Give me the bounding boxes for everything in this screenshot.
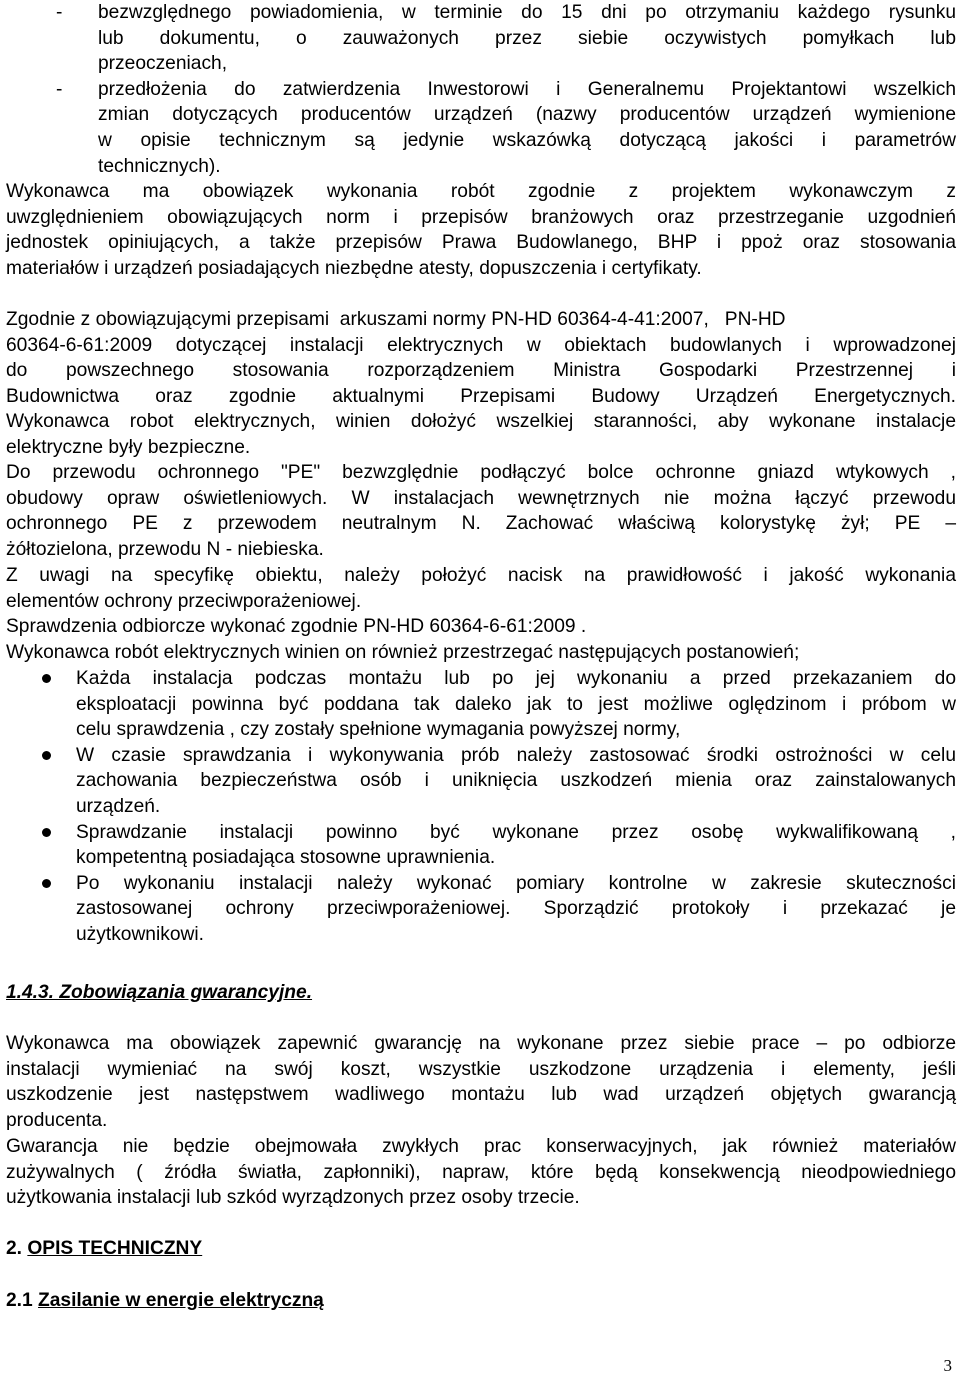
text-line: przedłożenia do zatwierdzenia Inwestorowi i Generalnemu Projektantowi wszelkich <box>98 78 956 100</box>
bullet-marker <box>42 674 51 683</box>
text-line: elektryczne były bezpieczne. <box>6 436 251 458</box>
text-line: w opisie technicznym są jedynie wskazówką dotyczącą jakości i parametrów <box>98 129 956 151</box>
text-line: Wykonawca robot elektrycznych, winien dołożyć wszelkiej staranności, aby wykonane instalacje <box>6 411 956 432</box>
text-line: instalacji wymieniać na swój koszt, wszystkie uszkodzone urządzenia i elementy, jeśli <box>6 1058 956 1080</box>
text-line: materiałów i urządzeń posiadających niezbędne atesty, dopuszczenia i certyfikaty. <box>6 257 702 279</box>
text-line: eksploatacji powinna być poddana tak daleko jak to jest możliwe oględzinom i próbom w <box>76 693 956 715</box>
bullet-list <box>6 666 956 948</box>
text-line: użytkowania instalacji lub szkód wyrządzonych przez osoby trzecie. <box>6 1187 580 1209</box>
text-line: obudowy opraw oświetleniowych. W instalacjach wewnętrznych nie można łączyć przewodu <box>6 487 956 509</box>
paragraph <box>6 614 956 640</box>
heading-line <box>6 1288 956 1314</box>
dash-list <box>6 0 956 179</box>
paragraph <box>6 640 956 666</box>
text-line: jednostek opiniujących, a także przepisów Prawa Budowlanego, BHP i ppoż oraz stosowania <box>6 232 956 254</box>
text-line: Do przewodu ochronnego "PE" bezwzględnie podłączyć bolce ochronne gniazd wtykowych , <box>6 462 956 483</box>
text-line: Wykonawca ma obowiązek zapewnić gwarancję na wykonane przez siebie prace – po odbiorze <box>6 1033 956 1054</box>
bullet-item <box>6 743 956 820</box>
heading-text: Zasilanie w energie elektryczną <box>38 1290 324 1311</box>
bullet-item <box>6 820 956 871</box>
heading-text: OPIS TECHNICZNY <box>27 1238 203 1259</box>
text-line: Gwarancja nie będzie obejmowała zwykłych prac konserwacyjnych, jak również materiałów <box>6 1136 956 1157</box>
text-line: lub dokumentu, o zauważonych przez siebie oczywistych pomyłkach lub <box>98 27 956 49</box>
paragraph <box>6 179 956 281</box>
text-line: żółtozielona, przewodu N - niebieska. <box>6 538 324 560</box>
text-line: Z uwagi na specyfikę obiektu, należy położyć nacisk na prawidłowość i jakość wykonania <box>6 565 956 586</box>
paragraph <box>6 307 956 409</box>
text-line: Zgodnie z obowiązującymi przepisami arkuszami normy PN-HD 60364-4-41:2007, PN-HD <box>6 309 786 330</box>
text-line: do powszechnego stosowania rozporządzeniem Ministra Gospodarki Przestrzennej i <box>6 360 956 382</box>
text-line: zastosowanej ochrony przeciwporażeniowej. Sporządzić protokoły i przekazać je <box>76 898 956 920</box>
text-line: ochronnego PE z przewodem neutralnym N. Zachować właściwą kolorystykę żył; PE – <box>6 513 956 535</box>
dash-marker: - <box>56 2 63 23</box>
bullet-marker <box>42 828 51 837</box>
text-line: 60364-6-61:2009 dotyczącej instalacji elektrycznych w obiektach budowlanych i wprowadzonej <box>6 334 956 356</box>
chapter-heading <box>6 1236 956 1262</box>
text-line: celu sprawdzenia , czy zostały spełnione wymagania powyższej normy, <box>76 719 681 741</box>
bullet-marker <box>42 879 51 888</box>
text-line: zużywalnych ( źródła światła, zapłonniki), napraw, które będą konsekwencją nieodpowiedniego <box>6 1161 956 1183</box>
text-line: Sprawdzenia odbiorcze wykonać zgodnie PN-HD 60364-6-61:2009 . <box>6 616 587 637</box>
heading-line <box>6 1236 956 1262</box>
text-line: zachowania bezpieczeństwa osób i uniknięcia uszkodzeń mienia oraz zainstalowanych <box>76 770 956 792</box>
text-line: kompetentną posiadająca stosowne uprawnienia. <box>76 847 496 869</box>
heading-number: 2.1 <box>6 1290 33 1311</box>
paragraph <box>6 1134 956 1211</box>
text-line: Wykonawca ma obowiązek wykonania robót zgodnie z projektem wykonawczym z <box>6 181 956 202</box>
text-line: urządzeń. <box>76 795 161 817</box>
text-line: W czasie sprawdzania i wykonywania prób należy zastosować środki ostrożności w celu <box>76 744 956 766</box>
text-line: uszkodzenie jest następstwem wadliwego montażu lub wad urządzeń objętych gwarancją <box>6 1084 956 1106</box>
subsection-heading <box>6 1288 956 1314</box>
text-line: uwzględnieniem obowiązujących norm i przepisów branżowych oraz przestrzeganie uzgodnień <box>6 206 956 228</box>
text-line: elementów ochrony przeciwporażeniowej. <box>6 590 362 612</box>
dash-item <box>6 77 956 179</box>
page-number: 3 <box>943 1356 952 1375</box>
text-line: zmian dotyczących producentów urządzeń (nazwy producentów urządzeń wymienione <box>98 104 956 126</box>
heading-text: 1.4.3. Zobowiązania gwarancyjne. <box>6 982 313 1003</box>
text-line: producenta. <box>6 1109 108 1131</box>
dash-marker: - <box>56 78 63 100</box>
text-line: Sprawdzanie instalacji powinno być wykonane przez osobę wykwalifikowaną , <box>76 821 956 843</box>
paragraph <box>6 409 956 460</box>
paragraph <box>6 563 956 614</box>
heading-number: 2. <box>6 1238 23 1259</box>
text-line: Każda instalacja podczas montażu lub po jej wykonaniu a przed przekazaniem do <box>76 668 956 689</box>
bullet-item <box>6 666 956 743</box>
bullet-item <box>6 871 956 948</box>
text-line: Po wykonaniu instalacji należy wykonać pomiary kontrolne w zakresie skuteczności <box>76 872 956 894</box>
paragraph <box>6 460 956 562</box>
dash-item <box>6 0 956 77</box>
text-line: Budownictwa oraz zgodnie aktualnymi Przepisami Budowy Urządzeń Energetycznych. <box>6 385 956 407</box>
text-line: bezwzględnego powiadomienia, w terminie do 15 dni po otrzymaniu każdego rysunku <box>98 2 956 23</box>
paragraph <box>6 1031 956 1133</box>
bullet-marker <box>42 751 51 760</box>
text-line: technicznych). <box>98 155 221 177</box>
section-heading <box>6 980 956 1006</box>
text-line: Wykonawca robót elektrycznych winien on również przestrzegać następujących postanowień; <box>6 642 800 663</box>
text-line: użytkownikowi. <box>76 923 204 945</box>
text-line: przeoczeniach, <box>98 53 228 75</box>
